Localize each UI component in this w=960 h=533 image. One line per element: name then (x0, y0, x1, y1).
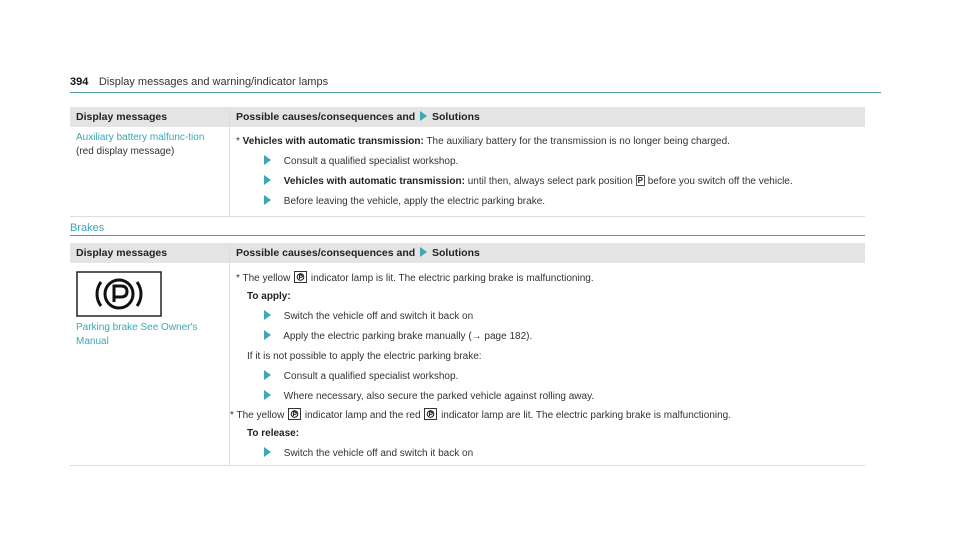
cause-text: The yellow (242, 273, 291, 284)
step-text: Switch the vehicle off and switch it back on (283, 311, 474, 322)
message-note: (red display message) (76, 146, 175, 157)
step-arrow-icon (264, 447, 271, 457)
col-display-messages: Display messages (70, 243, 230, 263)
solution-cell (230, 127, 866, 217)
park-position-key: P (637, 176, 643, 185)
solution-arrow-icon (420, 111, 427, 121)
table-row (70, 263, 865, 466)
page-title: Display messages and warning/indicator lamps (98, 76, 329, 88)
cause-condition: Vehicles with automatic transmission: (242, 136, 424, 147)
solution-step (262, 195, 859, 209)
solution-arrow-icon (420, 247, 427, 257)
table-header-row (70, 107, 865, 127)
cause-line: * Vehicles with automatic transmission: The auxiliary battery for the transmission is no longer being charged. (236, 136, 730, 147)
step-arrow-icon (264, 370, 271, 380)
solution-cell (230, 263, 866, 466)
page-header (70, 72, 881, 93)
col-causes-label: Possible causes/consequences and (236, 247, 416, 259)
step-text: Where necessary, also secure the parked vehicle against rolling away. (283, 391, 595, 402)
message-cell (70, 127, 230, 217)
cause-line: * The yellow indicator lamp is lit. The electric parking brake is malfunctioning. (236, 273, 594, 284)
step-arrow-icon (264, 390, 271, 400)
col-display-messages: Display messages (70, 107, 230, 127)
col-causes-solutions (230, 243, 866, 263)
page-number: 394 (70, 76, 89, 88)
cause-text: indicator lamp is lit. The electric parking brake is malfunctioning. (310, 273, 594, 284)
parking-brake-small-icon (294, 271, 307, 283)
step-text: Before leaving the vehicle, apply the electric parking brake. (283, 196, 546, 207)
step-condition: Vehicles with automatic transmission: (283, 176, 465, 187)
parking-brake-label[interactable]: Parking brake See Owner's Manual (76, 322, 198, 347)
table-header-row (70, 243, 865, 263)
to-apply-heading: To apply: (247, 291, 291, 302)
message-cell (70, 263, 230, 466)
step-text: Consult a qualified specialist workshop. (283, 156, 459, 167)
cause-text: indicator lamp are lit. The electric parking brake is malfunctioning. (441, 410, 732, 421)
solution-step (262, 390, 859, 404)
to-release-heading: To release: (247, 428, 300, 439)
brakes-table (70, 243, 865, 466)
table-row (70, 127, 865, 217)
step-arrow-icon (264, 195, 271, 205)
col-causes-solutions (230, 107, 866, 127)
parking-brake-small-icon (288, 408, 301, 420)
cause-text: The yellow (236, 410, 285, 421)
cause-text: indicator lamp and the red (304, 410, 421, 421)
section-title-brakes: Brakes (70, 222, 865, 236)
step-text: Apply the electric parking brake manually (→ page 182). (283, 331, 533, 342)
col-solutions-label: Solutions (432, 111, 480, 123)
parking-brake-red-icon (424, 408, 437, 420)
step-arrow-icon (264, 310, 271, 320)
solution-step (262, 330, 859, 344)
step-arrow-icon (264, 155, 271, 165)
solution-step (262, 370, 859, 384)
cause-line: * The yellow indicator lamp and the red indicator lamp are lit. The electric parking brake is malfunctioning. (230, 410, 732, 421)
col-solutions-label: Solutions (432, 247, 480, 259)
auxiliary-battery-table (70, 107, 865, 217)
step-text: before you switch off the vehicle. (647, 176, 793, 187)
step-text: Consult a qualified specialist workshop. (283, 371, 459, 382)
solution-step (262, 310, 859, 324)
solution-step (262, 175, 859, 189)
step-text: Switch the vehicle off and switch it back on (283, 448, 474, 459)
step-arrow-icon (264, 175, 271, 185)
step-text: until then, always select park position (467, 176, 633, 187)
cause-text: The auxiliary battery for the transmission is no longer being charged. (426, 136, 730, 147)
message-link[interactable]: Auxiliary battery malfunc-tion (76, 132, 205, 143)
parking-brake-icon (76, 271, 162, 317)
not-possible-text: If it is not possible to apply the electric parking brake: (247, 351, 482, 362)
step-arrow-icon (264, 330, 271, 340)
solution-step (262, 155, 859, 169)
col-causes-label: Possible causes/consequences and (236, 111, 416, 123)
solution-step (262, 447, 859, 461)
